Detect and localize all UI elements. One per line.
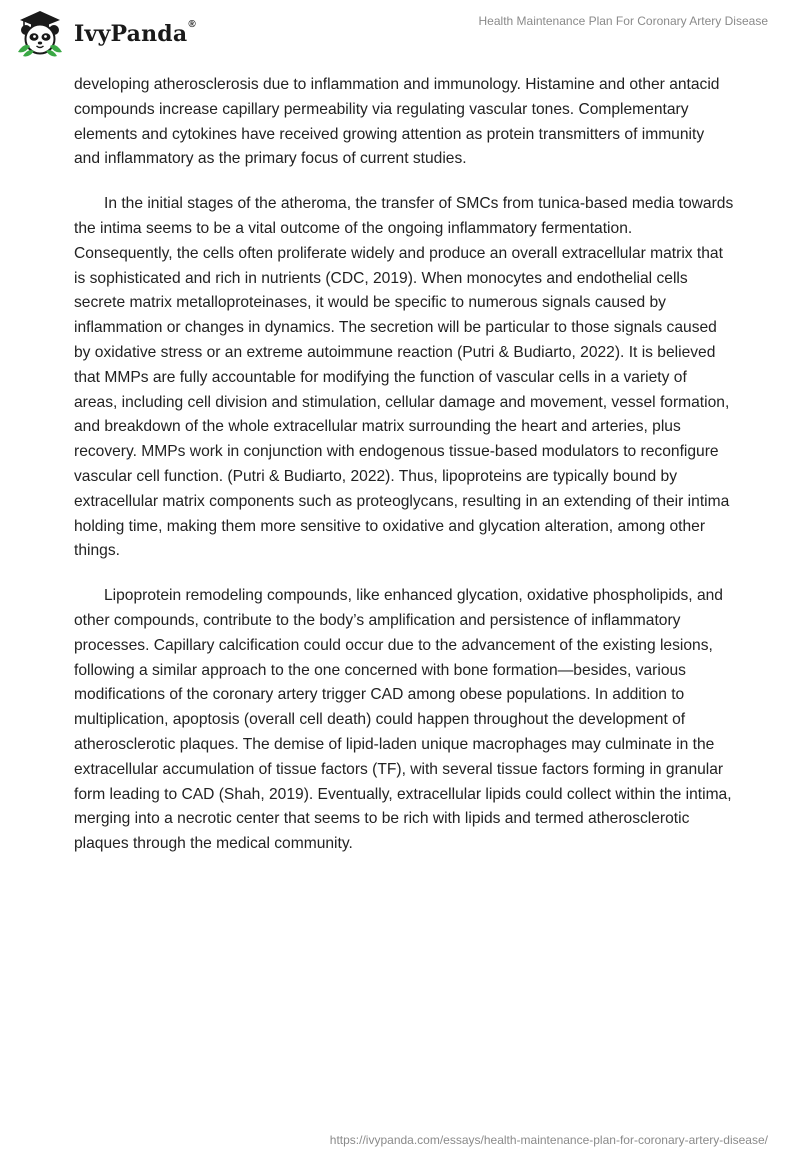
brand-name-text: IvyPanda — [74, 21, 188, 47]
registered-mark: ® — [188, 19, 196, 30]
essay-body — [74, 73, 734, 877]
brand-name — [74, 21, 196, 47]
brand-logo[interactable] — [14, 8, 196, 58]
paragraph: Lipoprotein remodeling compounds, like enhanced glycation, oxidative phospholipids, and other compounds, contribute to the body’s amplification and persistence of inflammatory processes. Capillary calcification could occur due to the advancement of the existing lesions, following a similar approach to the one concerned with bone formation—besides, various modifications of the coronary artery trigger CAD among obese populations. In addition to multiplication, apoptosis (overall cell death) could happen throughout the development of atherosclerotic plaques. The demise of lipid-laden unique macrophages may culminate in the extracellular accumulation of tissue factors (TF), with several tissue factors forming in granular form leading to CAD (Shah, 2019). Eventually, extracellular lipids could collect within the intima, merging into a necrotic center that seems to be rich with lipids and termed atherosclerotic plaques through the medical community. — [74, 587, 732, 853]
panda-graduate-logo-icon — [14, 8, 66, 58]
source-url[interactable]: https://ivypanda.com/essays/health-maintenance-plan-for-coronary-artery-disease/ — [329, 1133, 768, 1147]
paragraph: developing atherosclerosis due to inflammation and immunology. Histamine and other antacid compounds increase capillary permeability via regulating vascular tones. Complementary elements and cytokines have received growing attention as protein transmitters of immunity and inflammatory as the primary focus of current studies. — [74, 76, 720, 168]
document-title: Health Maintenance Plan For Coronary Artery Disease — [478, 14, 768, 28]
paragraph: In the initial stages of the atheroma, the transfer of SMCs from tunica-based media towards the intima seems to be a vital outcome of the ongoing inflammatory fermentation. Consequently, the cells often proliferate widely and produce an overall extracellular matrix that is sophisticated and rich in nutrients (CDC, 2019). When monocytes and endothelial cells secrete matrix metalloproteinases, it would be specific to numerous signals caused by inflammation or changes in dynamics. The secretion will be particular to those signals caused by oxidative stress or an extreme autoimmune reaction (Putri & Budiarto, 2022). It is believed that MMPs are fully accountable for modifying the function of vascular cells in a variety of areas, including cell division and stimulation, cellular damage and movement, vessel formation, and breakdown of the whole extracellular matrix surrounding the heart and arteries, plus recovery. MMPs work in conjunction with endogenous tissue-based modulators to reconfigure vascular cell function. (Putri & Budiarto, 2022). Thus, lipoproteins are typically bound by extracellular matrix components such as proteoglycans, resulting in an extending of their intima holding time, making them more sensitive to oxidative and glycation alteration, among other things. — [74, 195, 734, 560]
page-header — [0, 0, 800, 70]
